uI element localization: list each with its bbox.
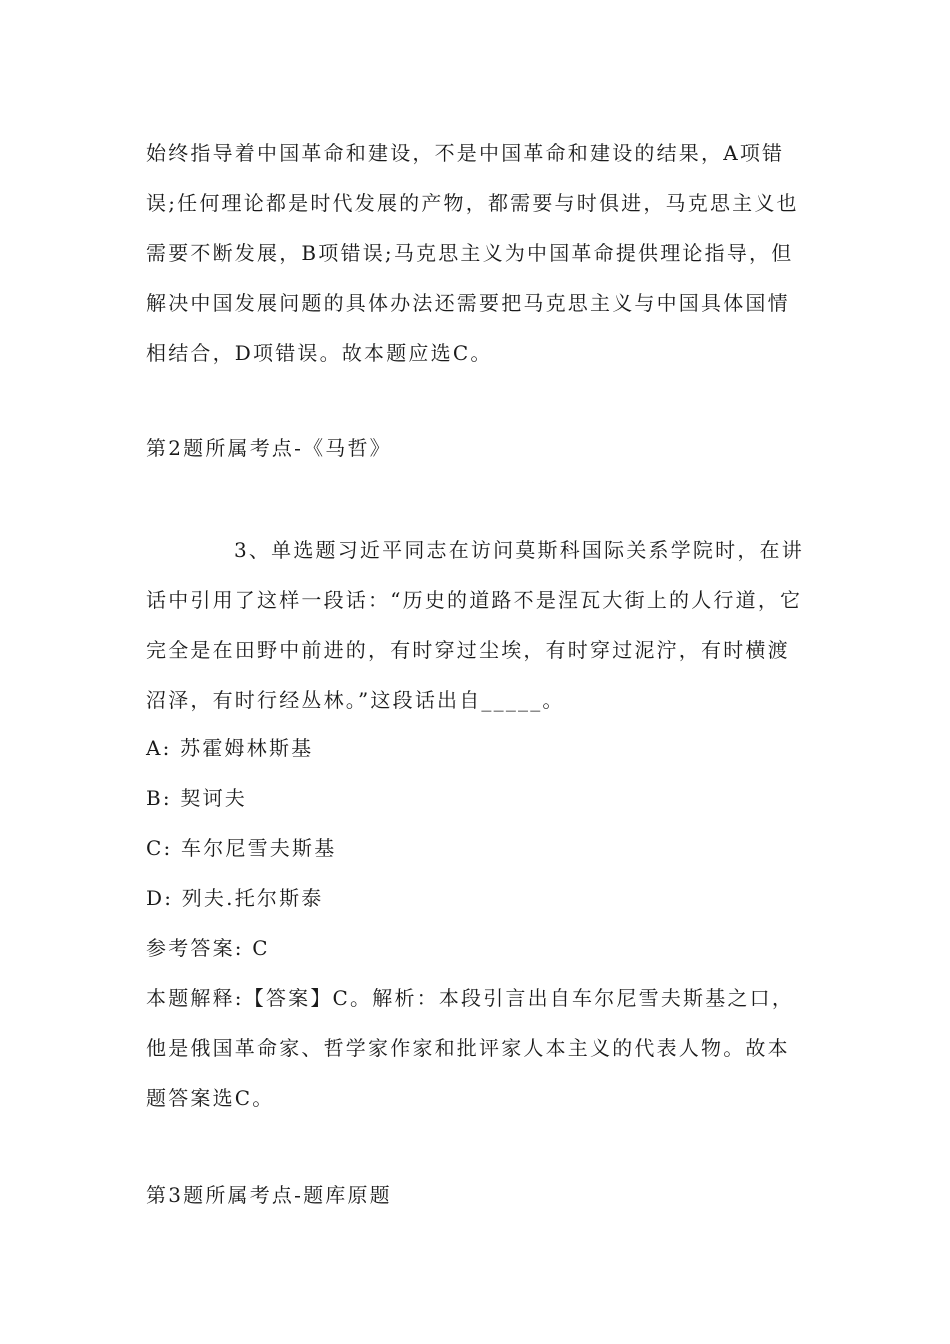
option-d: D: 列夫.托尔斯泰	[146, 886, 324, 910]
reference-answer: 参考答案: C	[146, 936, 270, 960]
question-3-stem: 3、单选题习近平同志在访问莫斯科国际关系学院时，在讲话中引用了这样一段话：“历史的道路不是涅瓦大街上的人行道，它完全是在田野中前进的，有时穿过尘埃，有时穿过泥泞，有时横渡沼泽，有时行经丛林。”这段话出自_____。	[146, 538, 804, 712]
option-a: A: 苏霍姆林斯基	[146, 736, 314, 760]
knowledge-point-question-3: 第3题所属考点-题库原题	[146, 1183, 392, 1207]
answer-explanation: 本题解释:【答案】C。解析：本段引言出自车尔尼雪夫斯基之口，他是俄国革命家、哲学家作家和批评家人本主义的代表人物。故本题答案选C。	[146, 986, 795, 1110]
previous-question-explanation: 始终指导着中国革命和建设，不是中国革命和建设的结果，A项错误;任何理论都是时代发展的产物，都需要与时俱进，马克思主义也需要不断发展，B项错误;马克思主义为中国革命提供理论指导，但解决中国发展问题的具体办法还需要把马克思主义与中国具体国情相结合，D项错误。故本题应选C。	[146, 141, 799, 365]
question-3-answer-section	[146, 923, 808, 1123]
question-3-options	[146, 723, 808, 923]
option-b: B: 契诃夫	[146, 786, 247, 810]
option-c: C: 车尔尼雪夫斯基	[146, 836, 337, 860]
knowledge-point-question-2: 第2题所属考点-《马哲》	[146, 436, 392, 460]
